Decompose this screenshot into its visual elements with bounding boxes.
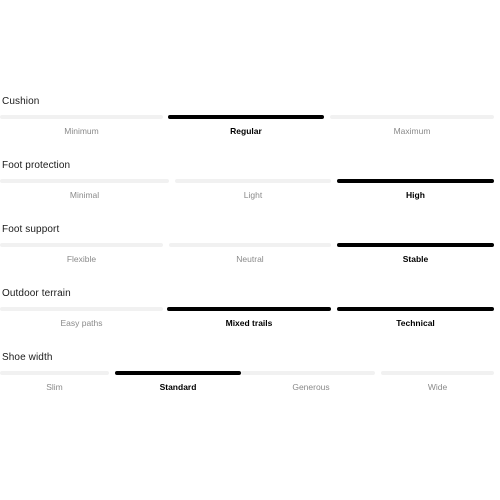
option-label-standard: Standard — [159, 382, 197, 392]
scale-segment-regular — [168, 115, 324, 119]
spec-title: Cushion — [2, 96, 40, 107]
scale-segment-slim — [0, 371, 109, 375]
scale-segment-minimal — [0, 179, 169, 183]
option-label-flexible: Flexible — [66, 254, 97, 264]
spec-title: Shoe width — [2, 352, 53, 363]
scale-segment-maximum — [330, 115, 494, 119]
option-label-mixed-trails: Mixed trails — [225, 318, 273, 328]
option-label-high: High — [406, 190, 425, 200]
scale-segment-wide — [381, 371, 494, 375]
option-label-slim: Slim — [46, 382, 63, 392]
scale-segment-stable — [337, 243, 494, 247]
option-label-generous: Generous — [292, 382, 330, 392]
scale-segment-standard — [115, 371, 241, 375]
scale-segment-neutral — [169, 243, 331, 247]
option-label-wide: Wide — [427, 382, 448, 392]
option-label-technical: Technical — [396, 318, 435, 328]
scale-segment-easy-paths — [0, 307, 163, 311]
scale-segment-high — [337, 179, 494, 183]
option-label-easy-paths: Easy paths — [60, 318, 103, 328]
option-label-minimal: Minimal — [69, 190, 100, 200]
option-label-light: Light — [243, 190, 263, 200]
scale-segment-flexible — [0, 243, 163, 247]
scale-segment-mixed-trails — [167, 307, 331, 311]
option-label-maximum: Maximum — [393, 126, 431, 136]
option-label-regular: Regular — [230, 126, 262, 136]
spec-title: Foot support — [2, 224, 60, 235]
scale-segment-minimum — [0, 115, 163, 119]
scale-segment-generous — [241, 371, 375, 375]
scale-segment-light — [175, 179, 331, 183]
option-label-minimum: Minimum — [64, 126, 99, 136]
scale-segment-technical — [337, 307, 494, 311]
option-label-neutral: Neutral — [236, 254, 264, 264]
option-label-stable: Stable — [402, 254, 429, 264]
spec-title: Foot protection — [2, 160, 71, 171]
spec-title: Outdoor terrain — [2, 288, 71, 299]
